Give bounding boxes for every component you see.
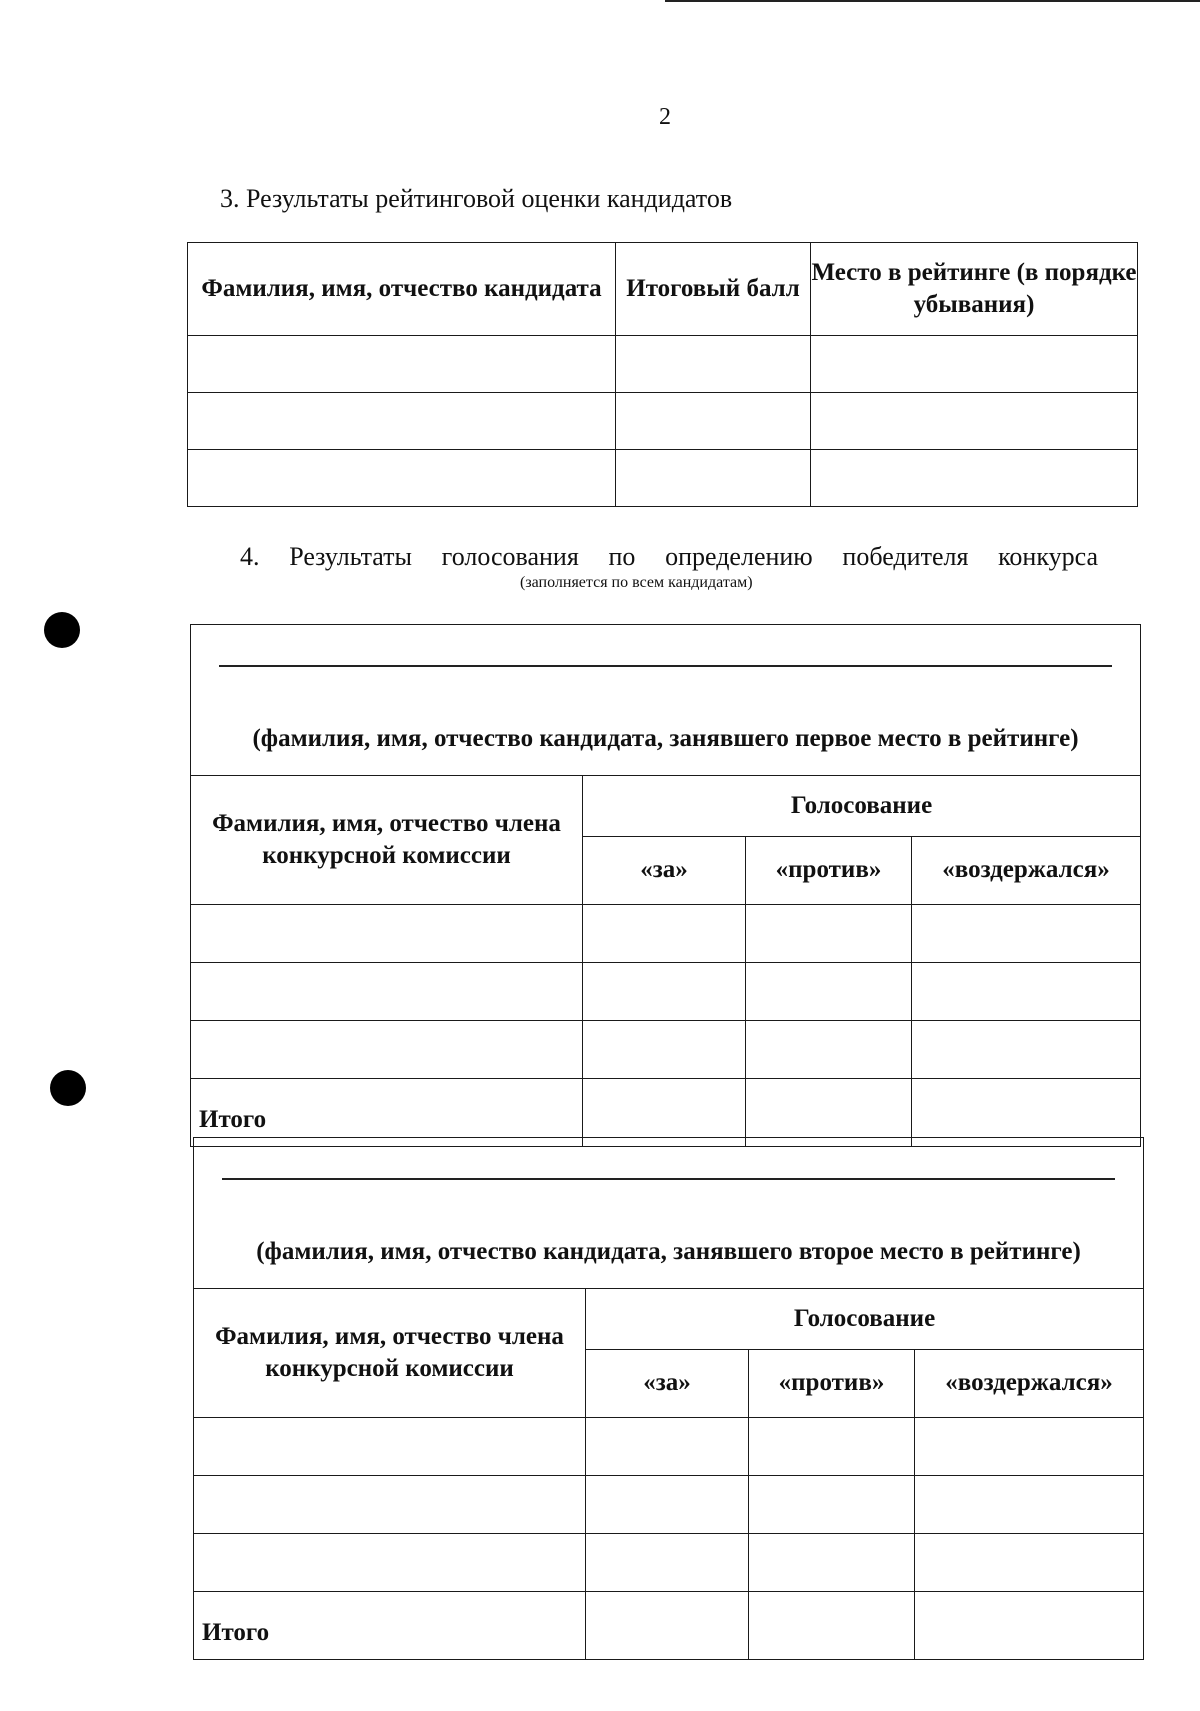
vote-against-header: «против»: [746, 837, 912, 905]
table-cell[interactable]: [586, 1418, 749, 1476]
table-cell[interactable]: [188, 450, 616, 507]
candidate-name-line: [222, 1178, 1115, 1180]
table-cell[interactable]: [811, 393, 1138, 450]
table-cell[interactable]: [191, 1021, 583, 1079]
table-row: [188, 393, 1138, 450]
table-cell[interactable]: [616, 450, 811, 507]
table-cell[interactable]: [583, 905, 746, 963]
table-cell[interactable]: [194, 1418, 586, 1476]
candidate-row: [191, 625, 1141, 776]
candidate-name-field[interactable]: [191, 625, 1141, 776]
vote-table-first-place: [190, 624, 1141, 1147]
top-edge-rule: [665, 0, 1200, 2]
vote-header-row: [194, 1289, 1144, 1350]
punch-hole-mark: [44, 612, 80, 648]
member-name-header: Фамилия, имя, отчество члена конкурсной комиссии: [194, 1289, 586, 1418]
candidate-caption: (фамилия, имя, отчество кандидата, занявшего второе место в рейтинге): [256, 1237, 1081, 1265]
final-score-header: Итоговый балл: [616, 243, 811, 336]
voting-header: Голосование: [586, 1289, 1144, 1350]
total-label: Итого: [194, 1592, 586, 1660]
candidate-name-line: [219, 665, 1112, 667]
total-row: [194, 1592, 1144, 1660]
vote-header-row: [191, 776, 1141, 837]
table-cell[interactable]: [749, 1476, 915, 1534]
total-against-cell[interactable]: [749, 1592, 915, 1660]
vote-abstain-header: «воздержался»: [915, 1350, 1144, 1418]
table-cell[interactable]: [188, 393, 616, 450]
table-cell[interactable]: [749, 1418, 915, 1476]
table-cell[interactable]: [583, 963, 746, 1021]
punch-hole-mark: [50, 1070, 86, 1106]
table-row: [191, 963, 1141, 1021]
candidate-caption: (фамилия, имя, отчество кандидата, занявшего первое место в рейтинге): [252, 724, 1079, 752]
table-row: [194, 1418, 1144, 1476]
table-cell[interactable]: [191, 905, 583, 963]
table-cell[interactable]: [915, 1476, 1144, 1534]
voting-header: Голосование: [583, 776, 1141, 837]
table-cell[interactable]: [191, 963, 583, 1021]
table-cell[interactable]: [586, 1476, 749, 1534]
table-cell[interactable]: [746, 1021, 912, 1079]
table-cell[interactable]: [912, 1021, 1141, 1079]
table-cell[interactable]: [749, 1534, 915, 1592]
vote-table-second-place: [193, 1137, 1144, 1660]
total-for-cell[interactable]: [586, 1592, 749, 1660]
rating-place-header: Место в рейтинге (в порядке убывания): [811, 243, 1138, 336]
table-cell[interactable]: [616, 393, 811, 450]
vote-for-header: «за»: [583, 837, 746, 905]
table-cell[interactable]: [586, 1534, 749, 1592]
table-cell[interactable]: [915, 1534, 1144, 1592]
table-cell[interactable]: [583, 1021, 746, 1079]
rating-results-table: [187, 242, 1138, 507]
candidate-row: [194, 1138, 1144, 1289]
total-label: Итого: [191, 1079, 583, 1147]
table-cell[interactable]: [811, 450, 1138, 507]
section-4-note: (заполняется по всем кандидатам): [520, 574, 753, 591]
table-row: [194, 1476, 1144, 1534]
candidate-name-field[interactable]: [194, 1138, 1144, 1289]
member-name-header: Фамилия, имя, отчество члена конкурсной комиссии: [191, 776, 583, 905]
table-row: [191, 1021, 1141, 1079]
table-cell[interactable]: [616, 336, 811, 393]
vote-against-header: «против»: [749, 1350, 915, 1418]
total-abstain-cell[interactable]: [915, 1592, 1144, 1660]
section-3-title: 3. Результаты рейтинговой оценки кандидатов: [220, 184, 733, 213]
table-cell[interactable]: [915, 1418, 1144, 1476]
table-row: [188, 450, 1138, 507]
table-cell[interactable]: [912, 963, 1141, 1021]
table-row: [188, 336, 1138, 393]
table-row: [191, 905, 1141, 963]
table-cell[interactable]: [194, 1476, 586, 1534]
table-row: [194, 1534, 1144, 1592]
table-cell[interactable]: [746, 963, 912, 1021]
table-cell[interactable]: [188, 336, 616, 393]
rating-header-row: [188, 243, 1138, 336]
table-cell[interactable]: [746, 905, 912, 963]
page-number: 2: [659, 104, 671, 130]
table-cell[interactable]: [194, 1534, 586, 1592]
table-cell[interactable]: [912, 905, 1141, 963]
vote-abstain-header: «воздержался»: [912, 837, 1141, 905]
section-4-title: 4. Результаты голосования по определению победителя конкурса: [240, 542, 1098, 571]
table-cell[interactable]: [811, 336, 1138, 393]
candidate-name-header: Фамилия, имя, отчество кандидата: [188, 243, 616, 336]
vote-for-header: «за»: [586, 1350, 749, 1418]
